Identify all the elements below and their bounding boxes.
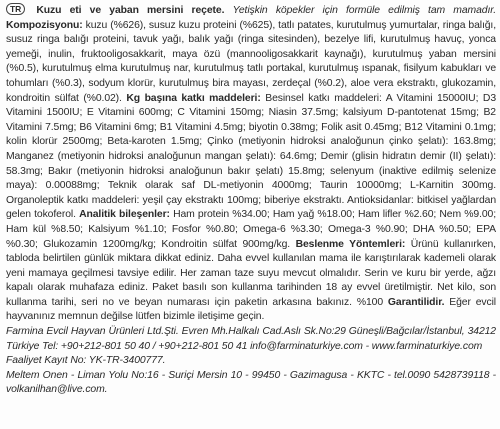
language-badge: TR <box>6 3 25 15</box>
composition-heading: Kompozisyonu: <box>6 19 86 31</box>
analysis-heading: Analitik bileşenler: <box>79 209 174 221</box>
title-paragraph <box>6 3 496 325</box>
feeding-text: Ürünü kullanırken, tabloda belirtilen günlük miktara dikkat ediniz. Daha evvel kullanılan mama ile karıştırılarak kademeli olarak yeni mamaya geçilmesi tavsiye edilir. Her zaman taze suyu mevcut olmalıdır. Serin ve kuru bir yerde, ağzı kapalı olarak muhafaza ediniz. Paket basılı son kullanma tarihinden 18 ay evvel üretilmiştir. Net kilo, son kullanma tarihi, seri no ve beyan numarası için paketin arkasına bakınız. %100 <box>6 238 496 308</box>
feeding-heading: Beslenme Yöntemleri: <box>295 238 411 250</box>
company-info <box>6 325 496 369</box>
additives-heading: Kg başına katkı maddeleri: <box>126 92 266 104</box>
product-subtitle: Yetişkin köpekler için formüle edilmiş tam mamadır. <box>232 5 496 16</box>
distributor-info <box>6 369 496 398</box>
distributor-line: Meltem Onen - Liman Yolu No:16 - Suriçi Mersin 10 - 99450 - Gazimagusa - KKTC - tel.0090 5428739118 - volkanilhan@live.com. <box>6 369 496 396</box>
composition-text: kuzu (%626), susuz kuzu proteini (%625), tatlı patates, kurutulmuş yumurtalar, ringa balığı, susuz ringa balığı proteini, tavuk yağı, balık yağı (ringa sitesinden), bezelye lifi, kurutulmuş havuç, yonca yemeği, inulin, fruktooligosakkarit, maya özü (mannooligosakkarit kaynağı), kurutulmuş yaban mersini (%0.5), kurutulmuş elma kurutulmuş nar, kurutulmuş tatlı portakal, kurutulmuş ıspanak, fisilyum kabukları ve tohumları (%0.3), sodyum klorür, kurutulmuş bira mayası, zerdeçal (%0.2), aloe vera ekstraktı, glukozamin, kondroitin sülfat (%0.02). <box>6 19 497 104</box>
additives-text: Besinsel katkı maddeleri: A Vitamini 15000IU; D3 Vitamini 1500IU; E Vitamini 600mg; C Vitamini 150mg; Niasin 37.5mg; kalsiyum D-pantotenat 15mg; B2 Vitamini 7.5mg; B6 Vitamini 6mg; B1 Vitamini 4.5mg; biyotin 0.38mg; Folik asit 0.45mg; B12 Vitamini 0.1mg; kolin klorür 2500mg; Beta-karoten 1.5mg; Çinko (metiyonin hidroksi analoğunun çinko şelatı): 163.8mg; Manganez (metiyonin hidroksi analoğunun mangan şelatı): 64.6mg; Demir (glisin hidratın demir (II) şelatı): 58.3mg; Bakır (metiyonin hidroksi analoğunun bakır şelatı) 15.8mg; selenyum (inaktive edilmiş selenize maya): 0.00088mg; Teknik olarak saf DL-metiyonin 4000mg; Taurin 10000mg; L-Karnitin 300mg. Organoleptik katkı maddeleri: yeşil çay ekstraktı 100mg; biberiye ekstraktı. Antioksidanlar: bitkisel yağlardan gelen tokoferol. <box>6 92 496 221</box>
analysis-text: Ham protein %34.00; Ham yağ %18.00; Ham lifler %2.60; Nem %9.00; Ham kül %8.50; Kalsiyum %1.10; Fosfor %0.80; Omega-6 %3.30; Omega-3 %0.90; DHA %0.50; EPA %0.30; Glukozamin 1200mg/kg; Kondroitin sülfat 900mg/kg. <box>6 209 496 250</box>
company-registration: Faaliyet Kayıt No: YK-TR-3400777. <box>6 355 166 367</box>
company-contact-line: 34212 Türkiye Tel: +90+212-801 50 40 / +90+212-801 50 41 info@farminaturkiye.com - www.farminaturkiye.com <box>6 326 496 352</box>
product-title: Kuzu eti ve yaban mersini reçete. <box>36 5 233 16</box>
guarantee-heading: Garantilidir. <box>387 296 450 308</box>
company-address-line: Farmina Evcil Hayvan Ürünleri Ltd.Şti. Evren Mh.Halkalı Cad.Aslı Sk.No:29 Güneşli/Bağcılar/İstanbul, <box>6 326 468 338</box>
guarantee-text: Eğer evcil hayvanınız memnun değilse lütfen bizimle iletişime geçin. <box>6 296 497 323</box>
